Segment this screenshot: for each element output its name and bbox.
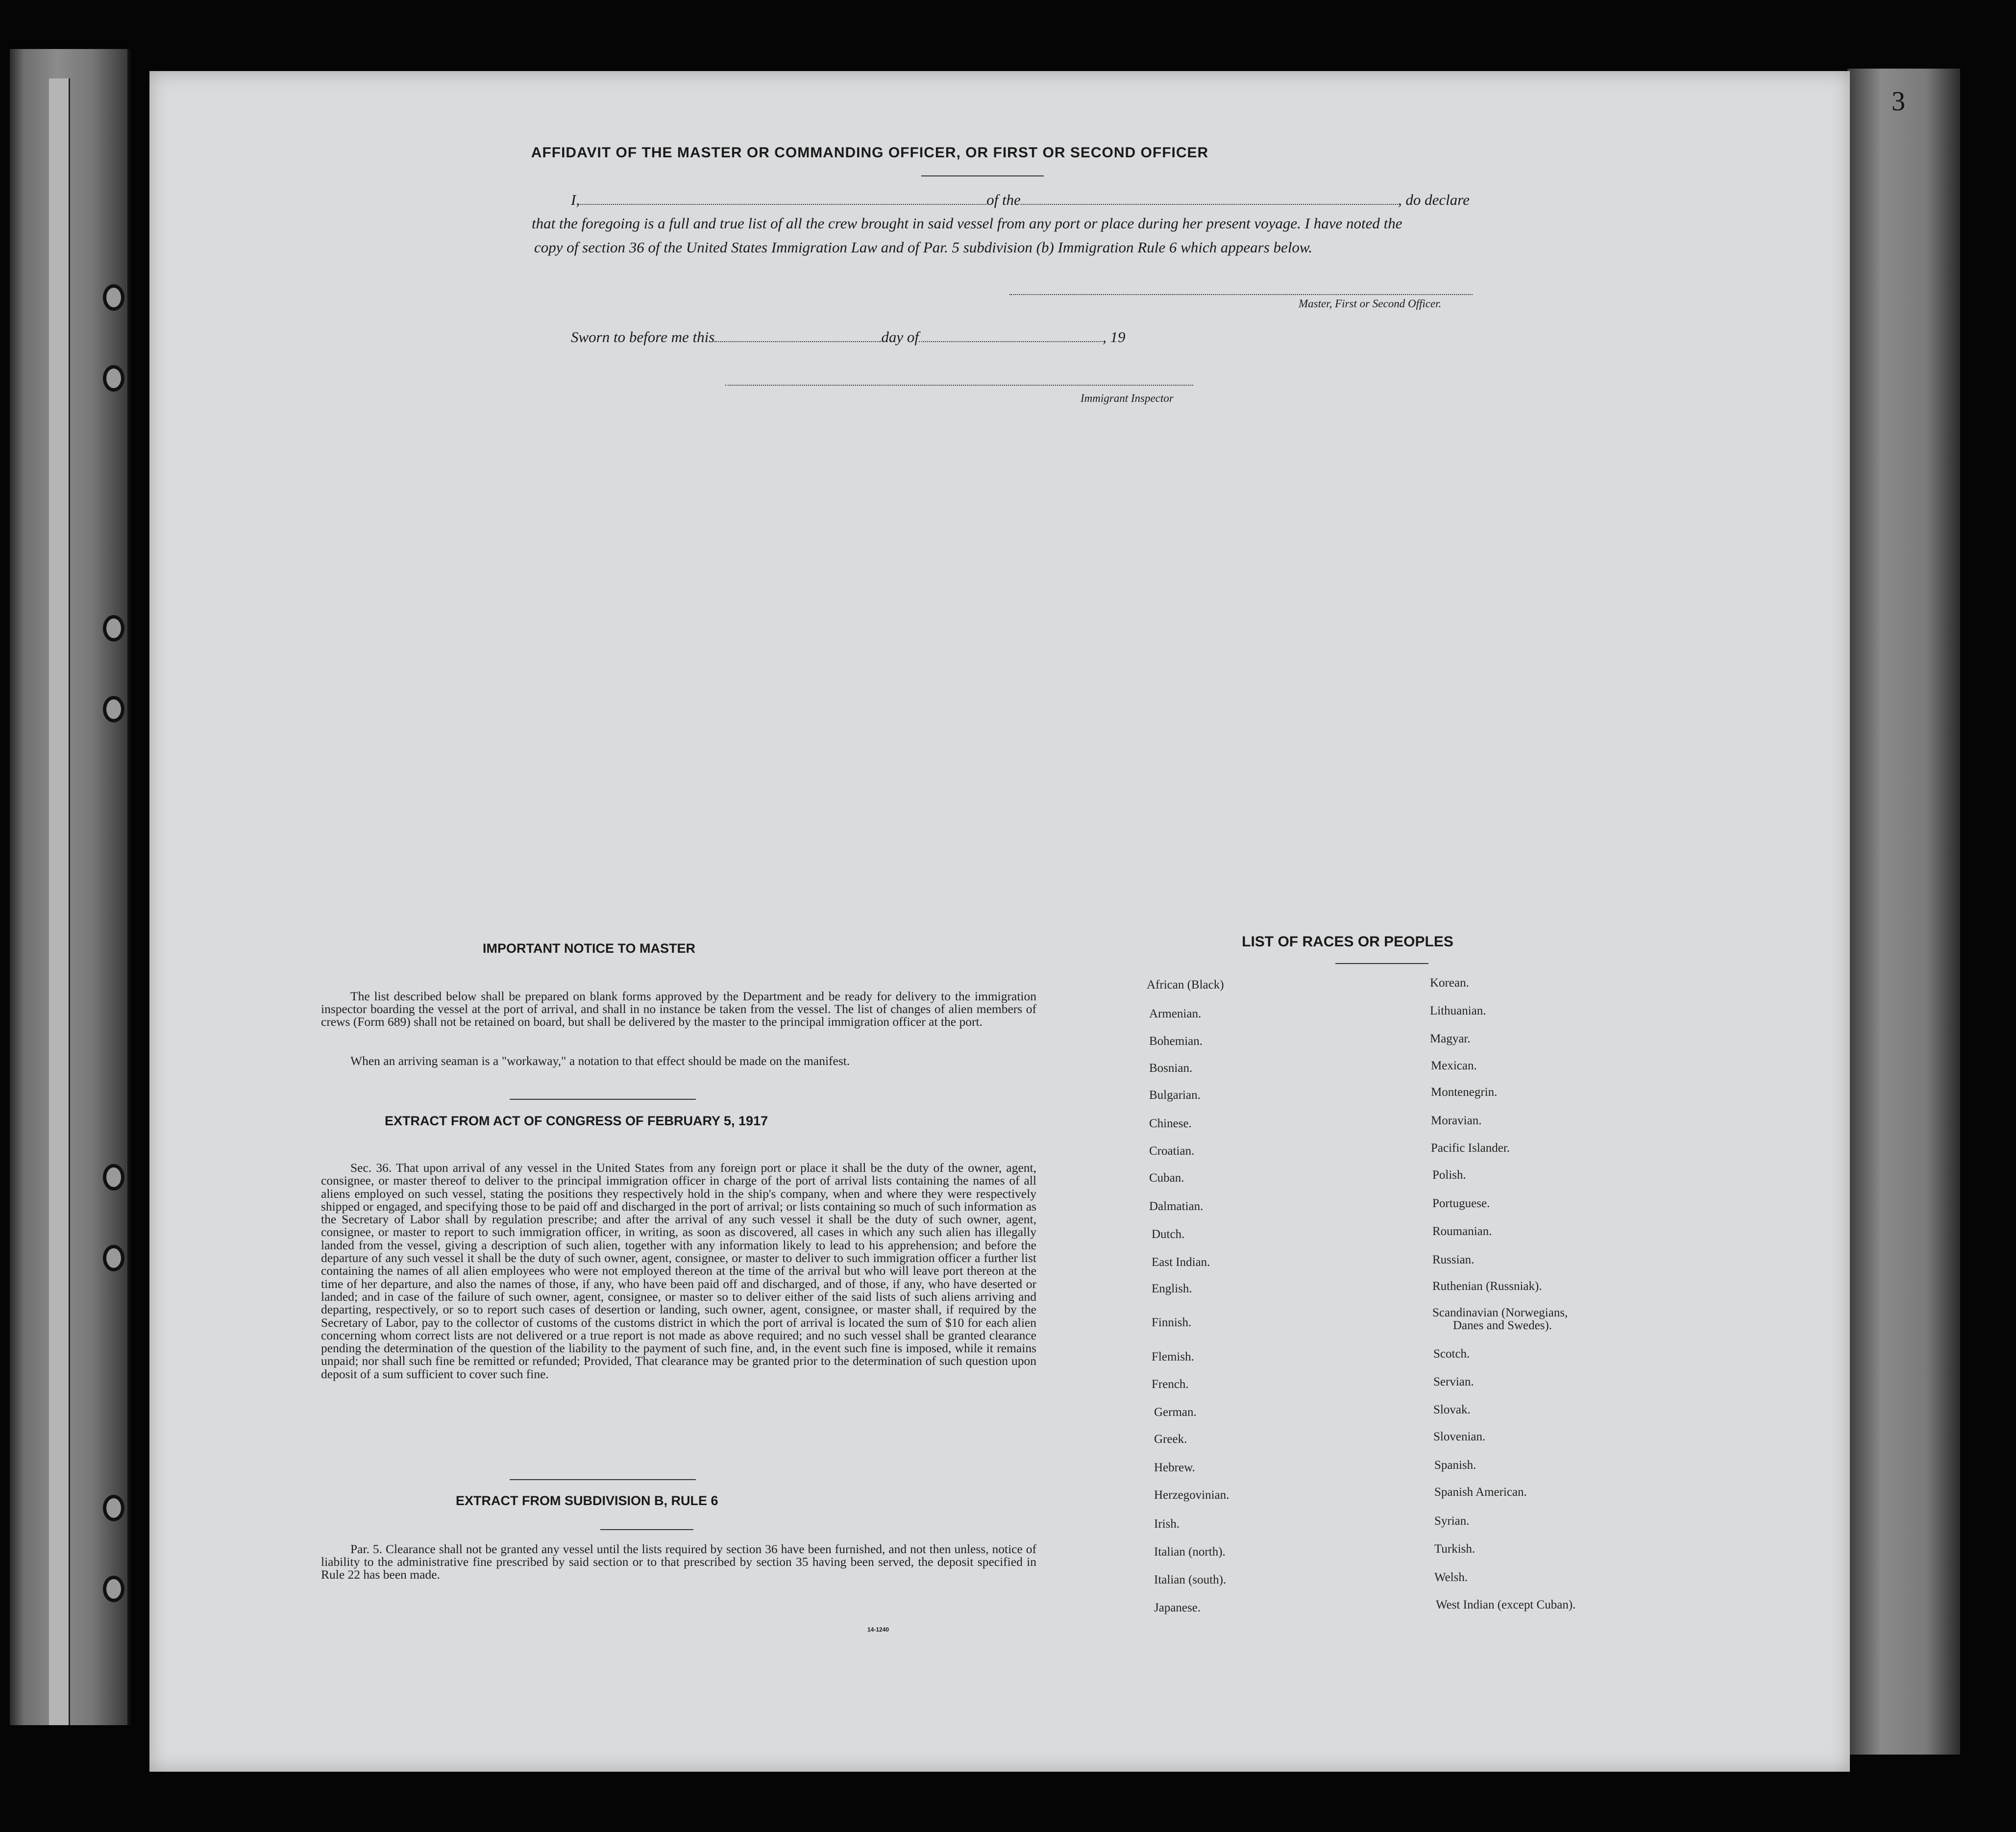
affidavit-text: copy of section 36 of the United States Immigration Law and of Par. 5 subdivision (b) Immigration Rule 6 which appears below.	[534, 239, 1313, 256]
race-item: Irish.	[1154, 1517, 1180, 1531]
race-item: Bohemian.	[1149, 1035, 1203, 1048]
race-item: Dutch.	[1152, 1228, 1185, 1241]
race-item: Mexican.	[1431, 1059, 1477, 1072]
race-item: Pacific Islander.	[1431, 1141, 1510, 1155]
form-number: 14-1240	[867, 1626, 889, 1633]
affidavit-text: that the foregoing is a full and true list of all the crew brought in said vessel from any port or place during her present voyage. I have noted the	[532, 215, 1402, 232]
rule-extract-title: EXTRACT FROM SUBDIVISION B, RULE 6	[456, 1493, 718, 1508]
section-rule	[600, 1529, 693, 1530]
race-item: Dalmatian.	[1149, 1200, 1204, 1213]
race-item: Chinese.	[1149, 1117, 1192, 1130]
race-item: Polish.	[1432, 1168, 1466, 1182]
race-item: Russian.	[1432, 1253, 1475, 1266]
race-item: Syrian.	[1434, 1514, 1470, 1528]
inspector-caption: Immigrant Inspector	[1081, 392, 1174, 404]
manifest-page	[149, 71, 1850, 1772]
title-rule	[921, 175, 1044, 176]
race-item: Korean.	[1430, 976, 1469, 990]
binder-hole-icon	[103, 1164, 124, 1190]
race-item: Danes and Swedes).	[1453, 1319, 1552, 1332]
sworn-line: Sworn to before me this day of , 19	[571, 328, 1126, 346]
binder-hole-icon	[103, 365, 124, 392]
race-item: Spanish.	[1434, 1459, 1476, 1472]
binder-hole-icon	[103, 1576, 124, 1602]
races-title: LIST OF RACES OR PEOPLES	[1242, 934, 1453, 950]
inspector-signature-line	[725, 385, 1193, 386]
rule-paragraph-5: Par. 5. Clearance shall not be granted any vessel until the lists required by section 36 have been furnished, and not then unless, notice of liability to the administrative fine prescribed by said section or to that prescribed by section 35 having been served, the deposit specified in Rule 22 has been made.	[321, 1542, 1036, 1582]
race-item: African (Black)	[1147, 978, 1224, 991]
race-item: Finnish.	[1152, 1316, 1192, 1329]
race-item: Bulgarian.	[1149, 1089, 1201, 1102]
binder-strip	[49, 78, 70, 1725]
binder-hole-icon	[103, 1245, 124, 1271]
affidavit-title: AFFIDAVIT OF THE MASTER OR COMMANDING OFFICER, OR FIRST OR SECOND OFFICER	[531, 145, 1209, 161]
race-item: Scotch.	[1433, 1347, 1470, 1361]
section-rule	[510, 1479, 696, 1480]
notice-paragraph: When an arriving seaman is a "workaway," a notation to that effect should be made on the manifest.	[350, 1054, 850, 1068]
race-item: Japanese.	[1154, 1601, 1201, 1614]
binder-right-edge	[1847, 69, 1960, 1755]
section-rule	[510, 1099, 696, 1100]
section-rule	[1335, 963, 1428, 964]
race-item: Spanish American.	[1434, 1485, 1527, 1499]
race-item: Greek.	[1154, 1433, 1187, 1446]
notice-title: IMPORTANT NOTICE TO MASTER	[483, 941, 695, 956]
race-item: German.	[1154, 1406, 1197, 1419]
race-item: Cuban.	[1149, 1171, 1184, 1185]
master-signature-line	[1009, 294, 1473, 295]
race-item: East Indian.	[1152, 1256, 1210, 1269]
race-item: Bosnian.	[1149, 1062, 1193, 1075]
affidavit-declaration-line: I, of the , do declare	[571, 191, 1470, 208]
race-item: Armenian.	[1149, 1007, 1202, 1020]
race-item: Slovak.	[1433, 1403, 1471, 1416]
race-item: Servian.	[1433, 1375, 1474, 1388]
race-item: Slovenian.	[1433, 1430, 1486, 1443]
signature-caption: Master, First or Second Officer.	[1299, 297, 1442, 310]
act-extract-title: EXTRACT FROM ACT OF CONGRESS OF FEBRUARY 5, 1917	[385, 1114, 768, 1128]
race-item: Italian (north).	[1154, 1545, 1226, 1559]
race-item: Croatian.	[1149, 1144, 1195, 1158]
race-item: English.	[1152, 1282, 1192, 1295]
race-item: Scandinavian (Norwegians,	[1432, 1306, 1568, 1319]
race-item: Hebrew.	[1154, 1461, 1195, 1474]
race-item: Herzegovinian.	[1154, 1488, 1229, 1502]
binder-hole-icon	[103, 615, 124, 642]
race-item: Italian (south).	[1154, 1573, 1227, 1586]
binder-hole-icon	[103, 696, 124, 722]
race-item: Roumanian.	[1432, 1225, 1492, 1238]
race-item: Lithuanian.	[1430, 1004, 1486, 1017]
race-item: Moravian.	[1431, 1114, 1482, 1127]
page-number: 3	[1892, 86, 1905, 117]
race-item: Welsh.	[1434, 1571, 1468, 1584]
act-section-36-text: Sec. 36. That upon arrival of any vessel in the United States from any foreign port or place it shall be the duty of the owner, agent, consignee, or master thereof to deliver to the principal immigration officer in charge of the port of arrival lists containing the names of all aliens employed on such vessel, stating the positions they respectively hold in the ship's company, when and where they were respectively shipped or engaged, and specifying those to be paid off and discharged in the port of arrival; or lists containing so much of such information as the Secretary of Labor shall by regulation prescribe; and after the arrival of any such vessel it shall be the duty of such owner, agent, consignee, or master to report to such immigration officer, in writing, as soon as discovered, all cases in which any such alien has illegally landed from the vessel, giving a description of such alien, together with any information likely to lead to his apprehension; and before the departure of any such vessel it shall be the duty of such owner, agent, consignee, or master to deliver to such immigration officer a further list containing the names of all alien employees who were not employed thereon at the time of the arrival but who will leave port thereon at the time of her departure, and also the names of those, if any, who have been paid off and discharged, and of those, if any, who have deserted or landed; and in case of the failure of such owner, agent, consignee, or master so to deliver either of the said lists of such aliens arriving and departing, respectively, or so to report such cases of desertion or landing, such owner, agent, consignee, or master shall, if required by the Secretary of Labor, pay to the collector of customs of the customs district in which the port of arrival is located the sum of $10 for each alien concerning whom correct lists are not delivered or a true report is not made as above required; and no such vessel shall be granted clearance pending the determination of the question of the liability to the payment of such fine, and, in the event such fine is imposed, while it remains unpaid; nor shall such fine be remitted or refunded; Provided, That clearance may be granted prior to the determination of such question upon deposit of a sum sufficient to cover such fine.	[321, 1161, 1036, 1381]
race-item: West Indian (except Cuban).	[1436, 1598, 1576, 1611]
race-item: Montenegrin.	[1431, 1086, 1498, 1099]
notice-paragraph: The list described below shall be prepared on blank forms approved by the Department and be ready for delivery to the immigration inspector boarding the vessel at the port of arrival, and shall in no instance be taken from the vessel. The list of changes of alien members of crews (Form 689) shall not be retained on board, but shall be delivered by the master to the principal immigration officer at the port.	[321, 989, 1036, 1029]
race-item: Portuguese.	[1432, 1197, 1490, 1210]
race-item: Ruthenian (Russniak).	[1432, 1280, 1542, 1293]
race-item: Turkish.	[1434, 1542, 1475, 1556]
race-item: Magyar.	[1430, 1032, 1471, 1045]
race-item: Flemish.	[1152, 1350, 1194, 1363]
binder-hole-icon	[103, 284, 124, 311]
binder-hole-icon	[103, 1495, 124, 1521]
race-item: French.	[1152, 1378, 1189, 1391]
